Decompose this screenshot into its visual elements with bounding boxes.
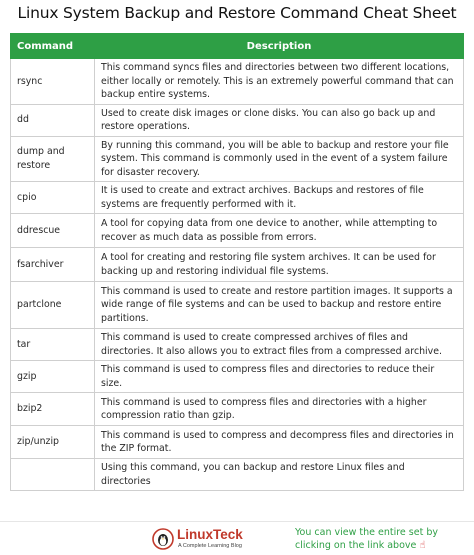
table-row <box>11 136 464 182</box>
table-header-row <box>11 34 464 59</box>
description-cell: This command is used to compress and decompress files and directories in the ZIP format. <box>95 426 464 459</box>
description-cell: A tool for creating and restoring file system archives. It can be used for backing up and restoring individual file systems. <box>95 248 464 282</box>
description-cell: This command is used to create compressed archives of files and directories. It also allows you to extract files from a compressed archive. <box>95 329 464 361</box>
pointing-up-hand-icon: ☝ <box>419 540 426 551</box>
command-cell: cpio <box>11 182 95 214</box>
description-cell: It is used to create and extract archives. Backups and restores of file systems are frequently performed with it. <box>95 182 464 214</box>
description-cell: This command is used to compress files and directories with a higher compression ratio than gzip. <box>95 393 464 426</box>
description-cell: This command is used to create and restore partition images. It supports a wide range of file systems and can be used to backup and restore entire partitions. <box>95 282 464 329</box>
command-cell: dd <box>11 104 95 136</box>
command-cell <box>11 459 95 491</box>
description-cell: Used to create disk images or clone disks. You can also go back up and restore operations. <box>95 104 464 136</box>
description-cell: A tool for copying data from one device to another, while attempting to recover as much data as possible from errors. <box>95 214 464 248</box>
command-cell: ddrescue <box>11 214 95 248</box>
table-row <box>11 182 464 214</box>
command-cell: fsarchiver <box>11 248 95 282</box>
table-row <box>11 426 464 459</box>
linuxteck-logo[interactable] <box>152 528 262 552</box>
command-cell: zip/unzip <box>11 426 95 459</box>
logo-tagline: A Complete Learning Blog <box>178 543 242 549</box>
table-row <box>11 459 464 491</box>
description-cell: This command syncs files and directories between two different locations, either locally or remotely. This is an extremely powerful command that can backup entire systems. <box>95 59 464 105</box>
column-header-description: Description <box>95 34 464 59</box>
table-row <box>11 214 464 248</box>
footer <box>0 521 474 555</box>
command-cell: dump and restore <box>11 136 95 182</box>
table-row <box>11 361 464 393</box>
command-cell: bzip2 <box>11 393 95 426</box>
tux-logo-icon <box>152 528 174 550</box>
column-header-command: Command <box>11 34 95 59</box>
table-row <box>11 248 464 282</box>
table-row <box>11 59 464 105</box>
command-cell: partclone <box>11 282 95 329</box>
view-set-note <box>295 526 473 552</box>
table-row <box>11 329 464 361</box>
cheat-sheet-table <box>10 33 464 491</box>
table-row <box>11 393 464 426</box>
logo-name: LinuxTeck <box>177 527 243 542</box>
description-cell: This command is used to compress files and directories to reduce their size. <box>95 361 464 393</box>
table-row <box>11 104 464 136</box>
command-cell: tar <box>11 329 95 361</box>
note-text: You can view the entire set by clicking on the link above <box>295 527 438 551</box>
command-cell: gzip <box>11 361 95 393</box>
description-cell: Using this command, you can backup and restore Linux files and directories <box>95 459 464 491</box>
description-cell: By running this command, you will be able to backup and restore your file system. This command is commonly used in the event of a system failure for disaster recovery. <box>95 136 464 182</box>
command-cell: rsync <box>11 59 95 105</box>
page-title: Linux System Backup and Restore Command Cheat Sheet <box>17 4 457 22</box>
table-row <box>11 282 464 329</box>
